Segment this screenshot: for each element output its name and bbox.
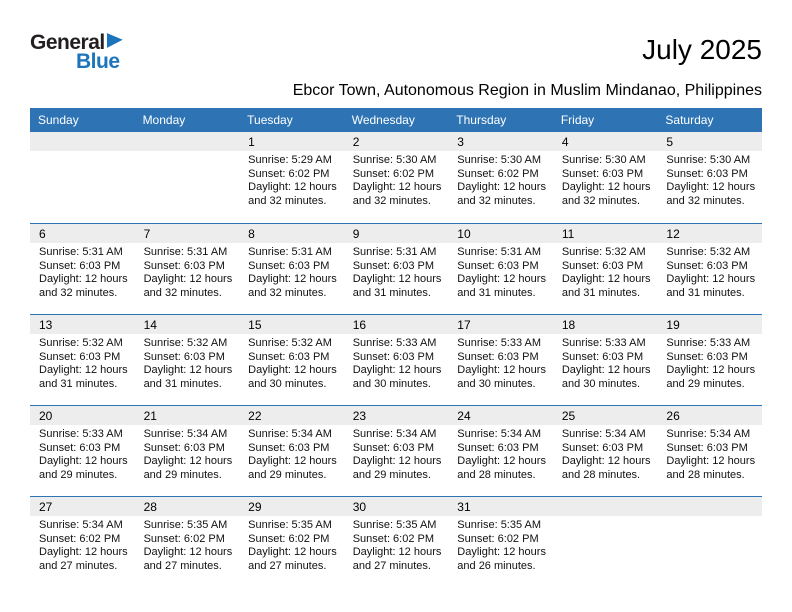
sunrise-line: Sunrise: 5:35 AM [457, 519, 542, 531]
sunrise-line: Sunrise: 5:31 AM [352, 246, 437, 258]
day-cell [30, 315, 135, 405]
day-cell [135, 406, 240, 496]
day-number: 31 [448, 497, 553, 516]
day-number: 15 [239, 315, 344, 334]
day-number: 1 [239, 132, 344, 151]
sunset-line: Sunset: 6:02 PM [352, 167, 435, 180]
day-details [657, 243, 762, 304]
sunset-line: Sunset: 6:03 PM [39, 350, 121, 363]
day-number: 3 [448, 132, 553, 151]
sunrise-line: Sunrise: 5:33 AM [561, 337, 646, 349]
sunset-line: Sunset: 6:03 PM [248, 350, 330, 363]
day-cell [30, 497, 135, 587]
day-details [448, 425, 553, 486]
day-details [239, 334, 344, 395]
sunset-line: Sunset: 6:03 PM [561, 441, 644, 454]
day-cell [135, 497, 240, 587]
day-cell [657, 224, 762, 314]
daylight-line: Daylight: 12 hours and 30 minutes. [352, 364, 442, 390]
sunset-line: Sunset: 6:03 PM [352, 259, 435, 272]
sunrise-line: Sunrise: 5:33 AM [352, 337, 437, 349]
sunrise-line: Sunrise: 5:34 AM [666, 428, 751, 440]
sunset-line: Sunset: 6:02 PM [352, 532, 435, 545]
sunrise-line: Sunrise: 5:34 AM [561, 428, 646, 440]
logo-text-general: General [30, 31, 105, 54]
logo-text-blue: Blue [76, 50, 120, 73]
logo-triangle-icon [107, 33, 123, 48]
sunrise-line: Sunrise: 5:34 AM [143, 428, 228, 440]
day-number: 27 [30, 497, 135, 516]
sunrise-line: Sunrise: 5:30 AM [352, 154, 437, 166]
day-number: 14 [135, 315, 240, 334]
day-number: 2 [344, 132, 449, 151]
daylight-line: Daylight: 12 hours and 32 minutes. [352, 181, 442, 207]
day-details [30, 425, 135, 486]
sunrise-line: Sunrise: 5:34 AM [352, 428, 437, 440]
sunset-line: Sunset: 6:03 PM [352, 350, 435, 363]
day-cell [239, 224, 344, 314]
day-details [30, 243, 135, 304]
sunset-line: Sunset: 6:03 PM [666, 441, 748, 454]
weekday-tuesday: Tuesday [247, 113, 293, 127]
day-cell [553, 315, 658, 405]
day-number: 17 [448, 315, 553, 334]
day-details [30, 334, 135, 395]
daylight-line: Daylight: 12 hours and 31 minutes. [39, 364, 128, 390]
day-details [448, 151, 553, 212]
calendar [30, 108, 762, 587]
sunset-line: Sunset: 6:03 PM [248, 441, 330, 454]
sunrise-line: Sunrise: 5:31 AM [457, 246, 542, 258]
sunrise-line: Sunrise: 5:33 AM [39, 428, 123, 440]
day-details [344, 516, 449, 577]
day-details [135, 151, 240, 158]
day-number: 4 [553, 132, 658, 151]
day-cell [30, 224, 135, 314]
week-row [30, 405, 762, 496]
sunset-line: Sunset: 6:03 PM [561, 350, 644, 363]
day-details [30, 151, 135, 158]
day-cell [657, 406, 762, 496]
sunset-line: Sunset: 6:03 PM [248, 259, 330, 272]
sunset-line: Sunset: 6:03 PM [457, 350, 539, 363]
sunset-line: Sunset: 6:02 PM [457, 167, 539, 180]
day-details [344, 334, 449, 395]
sunset-line: Sunset: 6:02 PM [248, 167, 330, 180]
day-cell [239, 132, 344, 223]
week-row [30, 496, 762, 587]
daylight-line: Daylight: 12 hours and 31 minutes. [457, 273, 546, 299]
day-cell [657, 315, 762, 405]
day-number: 24 [448, 406, 553, 425]
daylight-line: Daylight: 12 hours and 31 minutes. [143, 364, 233, 390]
day-cell [30, 406, 135, 496]
day-cell [135, 315, 240, 405]
daylight-line: Daylight: 12 hours and 29 minutes. [143, 455, 233, 481]
empty-day-cell [135, 132, 240, 223]
day-details [657, 516, 762, 523]
weekday-sunday: Sunday [38, 113, 79, 127]
daylight-line: Daylight: 12 hours and 29 minutes. [352, 455, 442, 481]
general-blue-logo [30, 26, 123, 72]
day-number: 8 [239, 224, 344, 243]
day-cell [135, 224, 240, 314]
sunset-line: Sunset: 6:03 PM [457, 259, 539, 272]
sunrise-line: Sunrise: 5:35 AM [352, 519, 437, 531]
weekday-saturday: Saturday [665, 113, 714, 127]
day-details [135, 334, 240, 395]
day-cell [553, 132, 658, 223]
day-number: 18 [553, 315, 658, 334]
day-details [30, 516, 135, 577]
sunrise-line: Sunrise: 5:30 AM [666, 154, 751, 166]
sunset-line: Sunset: 6:03 PM [143, 259, 225, 272]
day-number: 22 [239, 406, 344, 425]
daylight-line: Daylight: 12 hours and 32 minutes. [457, 181, 546, 207]
daylight-line: Daylight: 12 hours and 30 minutes. [248, 364, 337, 390]
daylight-line: Daylight: 12 hours and 30 minutes. [457, 364, 546, 390]
sunrise-line: Sunrise: 5:31 AM [143, 246, 228, 258]
week-row [30, 223, 762, 314]
day-cell [239, 406, 344, 496]
sunset-line: Sunset: 6:03 PM [457, 441, 539, 454]
sunrise-line: Sunrise: 5:30 AM [561, 154, 646, 166]
day-number [657, 497, 762, 516]
sunset-line: Sunset: 6:03 PM [561, 259, 644, 272]
day-cell [239, 497, 344, 587]
day-cell [344, 497, 449, 587]
day-number: 5 [657, 132, 762, 151]
sunrise-line: Sunrise: 5:31 AM [39, 246, 123, 258]
daylight-line: Daylight: 12 hours and 32 minutes. [248, 273, 337, 299]
day-cell [448, 224, 553, 314]
empty-day-cell [553, 497, 658, 587]
day-number: 16 [344, 315, 449, 334]
weekday-wednesday: Wednesday [351, 113, 415, 127]
daylight-line: Daylight: 12 hours and 31 minutes. [666, 273, 756, 299]
sunset-line: Sunset: 6:02 PM [248, 532, 330, 545]
sunset-line: Sunset: 6:03 PM [143, 350, 225, 363]
day-number: 10 [448, 224, 553, 243]
day-details [657, 334, 762, 395]
sunrise-line: Sunrise: 5:35 AM [143, 519, 228, 531]
day-cell [344, 132, 449, 223]
day-number: 11 [553, 224, 658, 243]
day-details [239, 243, 344, 304]
sunset-line: Sunset: 6:02 PM [457, 532, 539, 545]
day-details [553, 516, 658, 523]
week-row [30, 314, 762, 405]
sunrise-line: Sunrise: 5:32 AM [248, 337, 332, 349]
day-details [553, 425, 658, 486]
daylight-line: Daylight: 12 hours and 27 minutes. [352, 546, 442, 572]
weekday-friday: Friday [560, 113, 595, 127]
weekday-monday: Monday [142, 113, 186, 127]
daylight-line: Daylight: 12 hours and 32 minutes. [143, 273, 233, 299]
day-details [448, 243, 553, 304]
daylight-line: Daylight: 12 hours and 26 minutes. [457, 546, 546, 572]
day-details [135, 516, 240, 577]
sunset-line: Sunset: 6:03 PM [666, 259, 748, 272]
day-cell [448, 497, 553, 587]
sunset-line: Sunset: 6:03 PM [39, 441, 121, 454]
day-cell [657, 132, 762, 223]
daylight-line: Daylight: 12 hours and 29 minutes. [666, 364, 756, 390]
day-details [239, 151, 344, 212]
sunset-line: Sunset: 6:03 PM [39, 259, 121, 272]
daylight-line: Daylight: 12 hours and 30 minutes. [561, 364, 651, 390]
day-number: 30 [344, 497, 449, 516]
sunrise-line: Sunrise: 5:32 AM [39, 337, 123, 349]
daylight-line: Daylight: 12 hours and 32 minutes. [248, 181, 337, 207]
day-number: 19 [657, 315, 762, 334]
day-details [239, 516, 344, 577]
sunset-line: Sunset: 6:03 PM [352, 441, 435, 454]
day-cell [448, 406, 553, 496]
calendar-weeks [30, 132, 762, 587]
sunrise-line: Sunrise: 5:30 AM [457, 154, 542, 166]
daylight-line: Daylight: 12 hours and 27 minutes. [39, 546, 128, 572]
day-details [135, 243, 240, 304]
day-number: 13 [30, 315, 135, 334]
empty-day-cell [657, 497, 762, 587]
day-cell [448, 315, 553, 405]
daylight-line: Daylight: 12 hours and 27 minutes. [143, 546, 233, 572]
sunset-line: Sunset: 6:02 PM [39, 532, 121, 545]
day-cell [344, 315, 449, 405]
day-cell [553, 406, 658, 496]
weekday-thursday: Thursday [456, 113, 507, 127]
day-number [30, 132, 135, 151]
day-details [657, 425, 762, 486]
sunrise-line: Sunrise: 5:31 AM [248, 246, 332, 258]
day-details [344, 243, 449, 304]
sunset-line: Sunset: 6:02 PM [143, 532, 225, 545]
day-number: 7 [135, 224, 240, 243]
day-number [135, 132, 240, 151]
daylight-line: Daylight: 12 hours and 32 minutes. [561, 181, 651, 207]
day-details [553, 334, 658, 395]
day-details [553, 243, 658, 304]
sunset-line: Sunset: 6:03 PM [561, 167, 644, 180]
day-number: 29 [239, 497, 344, 516]
sunrise-line: Sunrise: 5:33 AM [457, 337, 542, 349]
day-details [448, 516, 553, 577]
daylight-line: Daylight: 12 hours and 29 minutes. [39, 455, 128, 481]
daylight-line: Daylight: 12 hours and 28 minutes. [457, 455, 546, 481]
sunset-line: Sunset: 6:03 PM [666, 167, 748, 180]
day-details [135, 425, 240, 486]
daylight-line: Daylight: 12 hours and 31 minutes. [352, 273, 442, 299]
day-details [448, 334, 553, 395]
day-cell [344, 406, 449, 496]
day-number: 23 [344, 406, 449, 425]
sunrise-line: Sunrise: 5:33 AM [666, 337, 751, 349]
sunrise-line: Sunrise: 5:34 AM [39, 519, 123, 531]
daylight-line: Daylight: 12 hours and 29 minutes. [248, 455, 337, 481]
sunrise-line: Sunrise: 5:32 AM [143, 337, 228, 349]
day-number: 26 [657, 406, 762, 425]
day-details [239, 425, 344, 486]
day-number: 20 [30, 406, 135, 425]
page-title: July 2025 [642, 34, 762, 65]
day-details [553, 151, 658, 212]
sunrise-line: Sunrise: 5:32 AM [561, 246, 646, 258]
daylight-line: Daylight: 12 hours and 32 minutes. [666, 181, 756, 207]
day-number: 12 [657, 224, 762, 243]
empty-day-cell [30, 132, 135, 223]
daylight-line: Daylight: 12 hours and 28 minutes. [561, 455, 651, 481]
day-number: 28 [135, 497, 240, 516]
daylight-line: Daylight: 12 hours and 31 minutes. [561, 273, 651, 299]
day-cell [239, 315, 344, 405]
week-row [30, 132, 762, 223]
day-details [344, 151, 449, 212]
day-cell [448, 132, 553, 223]
daylight-line: Daylight: 12 hours and 27 minutes. [248, 546, 337, 572]
sunset-line: Sunset: 6:03 PM [143, 441, 225, 454]
location-subtitle: Ebcor Town, Autonomous Region in Muslim Mindanao, Philippines [292, 82, 762, 99]
sunrise-line: Sunrise: 5:29 AM [248, 154, 332, 166]
sunrise-line: Sunrise: 5:34 AM [248, 428, 332, 440]
day-details [344, 425, 449, 486]
day-number: 9 [344, 224, 449, 243]
daylight-line: Daylight: 12 hours and 32 minutes. [39, 273, 128, 299]
day-cell [344, 224, 449, 314]
day-details [657, 151, 762, 212]
sunset-line: Sunset: 6:03 PM [666, 350, 748, 363]
day-number: 6 [30, 224, 135, 243]
sunrise-line: Sunrise: 5:32 AM [666, 246, 751, 258]
sunrise-line: Sunrise: 5:35 AM [248, 519, 332, 531]
day-cell [553, 224, 658, 314]
sunrise-line: Sunrise: 5:34 AM [457, 428, 542, 440]
daylight-line: Daylight: 12 hours and 28 minutes. [666, 455, 756, 481]
weekday-header [30, 108, 762, 132]
day-number: 25 [553, 406, 658, 425]
page-header [30, 26, 762, 72]
day-number [553, 497, 658, 516]
day-number: 21 [135, 406, 240, 425]
